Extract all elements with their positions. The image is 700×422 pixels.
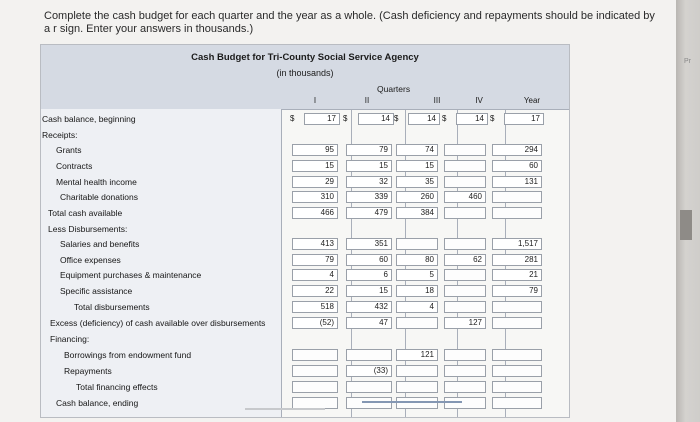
- value-input[interactable]: 281: [492, 254, 542, 266]
- table-header: [41, 45, 569, 110]
- value-input[interactable]: 339: [346, 191, 392, 203]
- table-subtitle: (in thousands): [276, 68, 334, 78]
- row-label: Contracts: [56, 161, 93, 171]
- adjacent-panel-bar: [680, 210, 692, 240]
- value-input[interactable]: 62: [444, 254, 486, 266]
- value-input[interactable]: 60: [346, 254, 392, 266]
- row-label: Cash balance, ending: [56, 398, 139, 408]
- value-input[interactable]: [444, 160, 486, 172]
- value-input[interactable]: (52): [292, 317, 338, 329]
- value-input[interactable]: [396, 381, 438, 393]
- row-label: Grants: [56, 145, 82, 155]
- table-title: Cash Budget for Tri-County Social Service Agency: [191, 52, 419, 63]
- value-input[interactable]: [292, 381, 338, 393]
- currency-symbol: $: [290, 114, 295, 123]
- value-input[interactable]: 294: [492, 144, 542, 156]
- currency-symbol: $: [394, 114, 399, 123]
- value-input[interactable]: [396, 365, 438, 377]
- col-header-q1: I: [313, 96, 317, 105]
- currency-symbol: $: [343, 114, 348, 123]
- value-input[interactable]: 47: [346, 317, 392, 329]
- value-input[interactable]: [346, 349, 392, 361]
- value-input[interactable]: 121: [396, 349, 438, 361]
- col-header-q4: IV: [475, 96, 483, 105]
- value-input[interactable]: 17: [504, 113, 544, 125]
- value-input[interactable]: 15: [396, 160, 438, 172]
- value-input[interactable]: [444, 207, 486, 219]
- value-input[interactable]: [396, 317, 438, 329]
- value-input[interactable]: [492, 317, 542, 329]
- value-input[interactable]: 466: [292, 207, 338, 219]
- value-input[interactable]: [346, 397, 392, 409]
- adjacent-panel-tab: Pr: [684, 58, 691, 65]
- value-input[interactable]: 15: [292, 160, 338, 172]
- value-input[interactable]: [492, 365, 542, 377]
- col-header-q3: III: [433, 96, 441, 105]
- value-input[interactable]: [292, 349, 338, 361]
- value-input[interactable]: 5: [396, 269, 438, 281]
- value-input[interactable]: [444, 269, 486, 281]
- value-input[interactable]: 79: [292, 254, 338, 266]
- value-input[interactable]: [396, 238, 438, 250]
- value-input[interactable]: [444, 144, 486, 156]
- currency-symbol: $: [490, 114, 495, 123]
- row-label: Borrowings from endowment fund: [64, 350, 192, 360]
- value-input[interactable]: 79: [346, 144, 392, 156]
- value-input[interactable]: [444, 365, 486, 377]
- row-label: Total cash available: [48, 208, 123, 218]
- value-input[interactable]: 18: [396, 285, 438, 297]
- value-input[interactable]: [444, 397, 486, 409]
- value-input[interactable]: 127: [444, 317, 486, 329]
- row-label: Repayments: [64, 366, 112, 376]
- value-input[interactable]: [492, 301, 542, 313]
- value-input[interactable]: 29: [292, 176, 338, 188]
- value-input[interactable]: [292, 365, 338, 377]
- value-input[interactable]: 95: [292, 144, 338, 156]
- row-label: Charitable donations: [60, 192, 138, 202]
- value-input[interactable]: [444, 285, 486, 297]
- col-header-year: Year: [523, 96, 541, 105]
- adjacent-panel-edge: [676, 0, 700, 422]
- value-input[interactable]: [444, 176, 486, 188]
- value-input[interactable]: 4: [396, 301, 438, 313]
- value-input[interactable]: 518: [292, 301, 338, 313]
- value-input[interactable]: [444, 238, 486, 250]
- row-label: Office expenses: [60, 255, 121, 265]
- value-input[interactable]: [492, 381, 542, 393]
- row-label: Financing:: [50, 334, 90, 344]
- value-input[interactable]: 432: [346, 301, 392, 313]
- value-input[interactable]: 80: [396, 254, 438, 266]
- value-input[interactable]: 460: [444, 191, 486, 203]
- value-input[interactable]: 21: [492, 269, 542, 281]
- scroll-indicator: [245, 408, 325, 410]
- value-input[interactable]: 4: [292, 269, 338, 281]
- value-input[interactable]: 15: [346, 285, 392, 297]
- value-input[interactable]: 35: [396, 176, 438, 188]
- value-input[interactable]: 79: [492, 285, 542, 297]
- row-label: Equipment purchases & maintenance: [60, 270, 202, 280]
- value-input[interactable]: 74: [396, 144, 438, 156]
- row-label: Cash balance, beginning: [42, 114, 136, 124]
- value-input[interactable]: 14: [456, 113, 488, 125]
- value-input[interactable]: [444, 349, 486, 361]
- value-input[interactable]: 384: [396, 207, 438, 219]
- value-input[interactable]: 260: [396, 191, 438, 203]
- value-input[interactable]: 32: [346, 176, 392, 188]
- value-input[interactable]: 14: [358, 113, 394, 125]
- value-input[interactable]: [444, 301, 486, 313]
- value-input[interactable]: 1,517: [492, 238, 542, 250]
- value-input[interactable]: [396, 397, 438, 409]
- scroll-indicator-active: [362, 401, 462, 403]
- value-input[interactable]: 60: [492, 160, 542, 172]
- value-input[interactable]: 351: [346, 238, 392, 250]
- value-input[interactable]: 15: [346, 160, 392, 172]
- value-input[interactable]: 413: [292, 238, 338, 250]
- instructions-text: Complete the cash budget for each quarter and the year as a whole. (Cash deficiency and repayments should be indicated by a r sign. Enter your answers in thousands.): [44, 10, 655, 35]
- value-input[interactable]: 14: [408, 113, 440, 125]
- row-label: Receipts:: [42, 130, 78, 140]
- value-input[interactable]: 6: [346, 269, 392, 281]
- value-input[interactable]: 22: [292, 285, 338, 297]
- row-label: Excess (deficiency) of cash available over disbursements: [50, 318, 266, 328]
- value-input[interactable]: 131: [492, 176, 542, 188]
- value-input[interactable]: [492, 397, 542, 409]
- value-input[interactable]: 17: [304, 113, 340, 125]
- value-input[interactable]: [492, 349, 542, 361]
- row-label: Less Disbursements:: [48, 224, 128, 234]
- row-label: Total financing effects: [76, 382, 158, 392]
- value-input[interactable]: [346, 381, 392, 393]
- row-label: Specific assistance: [60, 286, 133, 296]
- quarters-header: Quarters: [377, 84, 411, 94]
- value-input[interactable]: 479: [346, 207, 392, 219]
- value-input[interactable]: 310: [292, 191, 338, 203]
- row-label: Mental health income: [56, 177, 137, 187]
- value-input[interactable]: [444, 381, 486, 393]
- row-label: Total disbursements: [74, 302, 150, 312]
- value-input[interactable]: [492, 191, 542, 203]
- col-header-q2: II: [364, 96, 370, 105]
- value-input[interactable]: (33): [346, 365, 392, 377]
- value-input[interactable]: [492, 207, 542, 219]
- currency-symbol: $: [442, 114, 447, 123]
- row-label: Salaries and benefits: [60, 239, 140, 249]
